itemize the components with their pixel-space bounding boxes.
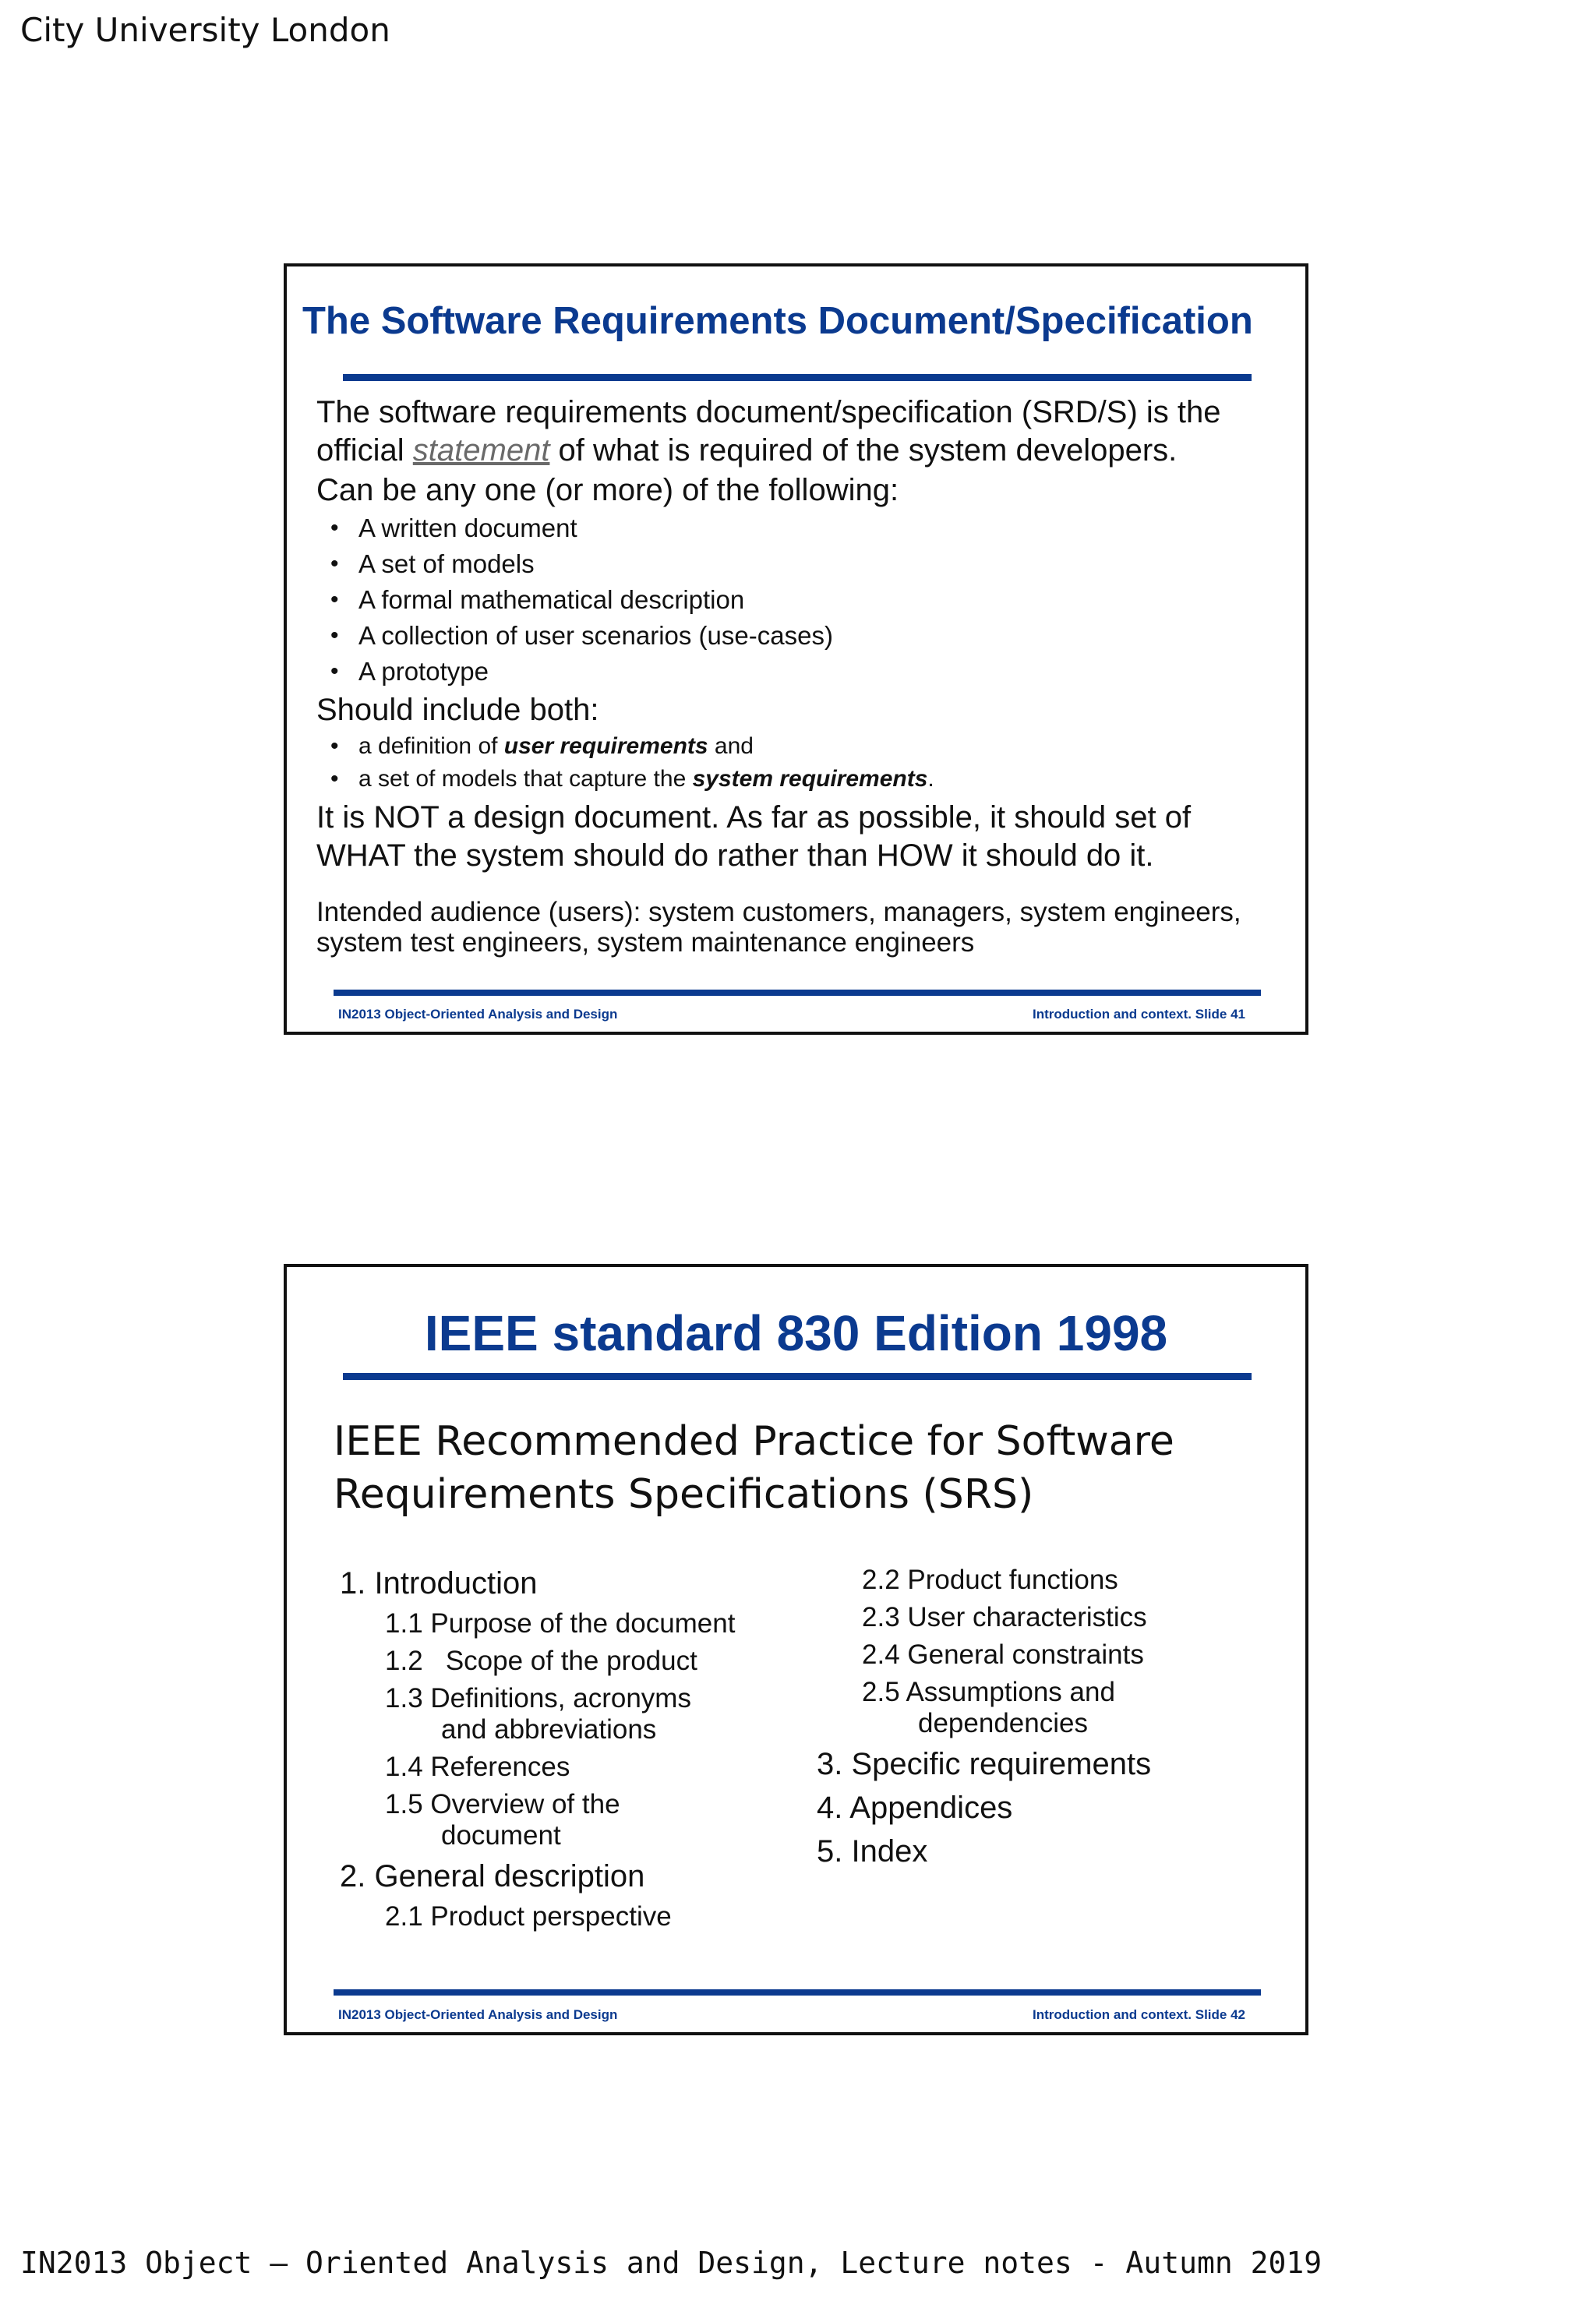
list-item — [330, 730, 1283, 763]
list-item — [330, 763, 1283, 796]
include-list — [316, 730, 1283, 796]
toc-entry: 2.1 Product perspective — [385, 1901, 672, 1932]
audience-line-1: Intended audience (users): system customers, managers, system engineers, — [316, 897, 1241, 927]
title-rule — [343, 374, 1252, 381]
list-item: • A written document — [330, 510, 1283, 546]
intro-text: official — [316, 433, 413, 468]
slide-41 — [284, 263, 1308, 1035]
toc-entry: 2. General description — [340, 1859, 645, 1893]
srs-heading-line-2: Requirements Specifications (SRS) — [334, 1471, 1034, 1518]
toc-entry: 1. Introduction — [340, 1566, 538, 1600]
toc-entry — [385, 1683, 735, 1745]
toc-entry: 2.2 Product functions — [862, 1565, 1118, 1595]
page-footer-course: IN2013 Object – Oriented Analysis and Design, Lecture notes - Autumn 2019 — [20, 2246, 1322, 2280]
slide-42 — [284, 1264, 1308, 2035]
toc-entry — [385, 1789, 735, 1851]
toc-entry-text: and abbreviations — [441, 1714, 657, 1745]
intro-text: of what is required of the system developers. — [549, 433, 1178, 468]
intro-line-1: The software requirements document/specification (SRD/S) is the — [316, 395, 1221, 429]
emphasis-text: user requirements — [503, 733, 708, 759]
list-text: . — [927, 766, 934, 792]
title-rule — [343, 1373, 1252, 1380]
toc-entry-text: 1.5 Overview of the — [385, 1789, 620, 1819]
toc-entry: 1.1 Purpose of the document — [385, 1608, 736, 1639]
slide-footer-number: Introduction and context. Slide 42 — [1033, 2007, 1245, 2022]
list-item: • A collection of user scenarios (use-cases) — [330, 618, 1283, 654]
list-text: and — [708, 733, 754, 759]
srs-heading — [334, 1415, 1174, 1521]
forms-list — [316, 510, 1283, 690]
list-text: a set of models that capture the — [358, 766, 693, 792]
toc-right-column — [817, 1565, 1151, 1876]
toc-entry: 5. Index — [817, 1834, 928, 1869]
toc-left-column — [340, 1565, 735, 1939]
can-be-heading: Can be any one (or more) of the following: — [316, 473, 899, 507]
statement-link: statement — [412, 433, 550, 468]
intro-line-2 — [316, 432, 1283, 470]
emphasis-text: system requirements — [692, 766, 928, 792]
list-item: • A formal mathematical description — [330, 582, 1283, 618]
toc-entry-text: 2.5 Assumptions and — [862, 1677, 1115, 1707]
toc-entry: 4. Appendices — [817, 1791, 1013, 1825]
slide-footer-course: IN2013 Object-Oriented Analysis and Design — [338, 2007, 618, 2022]
page-header-institution: City University London — [20, 11, 390, 49]
toc-entry-text: dependencies — [918, 1708, 1088, 1738]
slide-body — [316, 393, 1283, 958]
slide-footer-course: IN2013 Object-Oriented Analysis and Design — [338, 1007, 618, 1022]
toc-entry — [862, 1677, 1151, 1739]
toc-entry: 1.4 References — [385, 1752, 570, 1782]
slide-title: The Software Requirements Document/Specification — [302, 300, 1253, 342]
list-text: a definition of — [358, 733, 504, 759]
audience-line-2: system test engineers, system maintenance engineers — [316, 927, 975, 958]
footer-rule — [334, 990, 1261, 996]
toc-entry: 2.3 User characteristics — [862, 1602, 1147, 1632]
toc-entry: 3. Specific requirements — [817, 1747, 1152, 1781]
footer-rule — [334, 1989, 1261, 1996]
toc-entry: 1.2 Scope of the product — [385, 1646, 697, 1676]
srs-heading-line-1: IEEE Recommended Practice for Software — [334, 1418, 1174, 1465]
slide-footer-number: Introduction and context. Slide 41 — [1033, 1007, 1245, 1022]
list-item: • A set of models — [330, 546, 1283, 582]
not-design-line-1: It is NOT a design document. As far as possible, it should set of — [316, 800, 1192, 835]
not-design-line-2: WHAT the system should do rather than HOW it should do it. — [316, 838, 1154, 873]
toc-entry: 2.4 General constraints — [862, 1639, 1144, 1670]
slide-title: IEEE standard 830 Edition 1998 — [424, 1305, 1168, 1361]
should-include-heading: Should include both: — [316, 693, 599, 727]
list-item: • A prototype — [330, 654, 1283, 690]
toc-entry-text: document — [441, 1820, 561, 1851]
toc-entry-text: 1.3 Definitions, acronyms — [385, 1683, 691, 1713]
